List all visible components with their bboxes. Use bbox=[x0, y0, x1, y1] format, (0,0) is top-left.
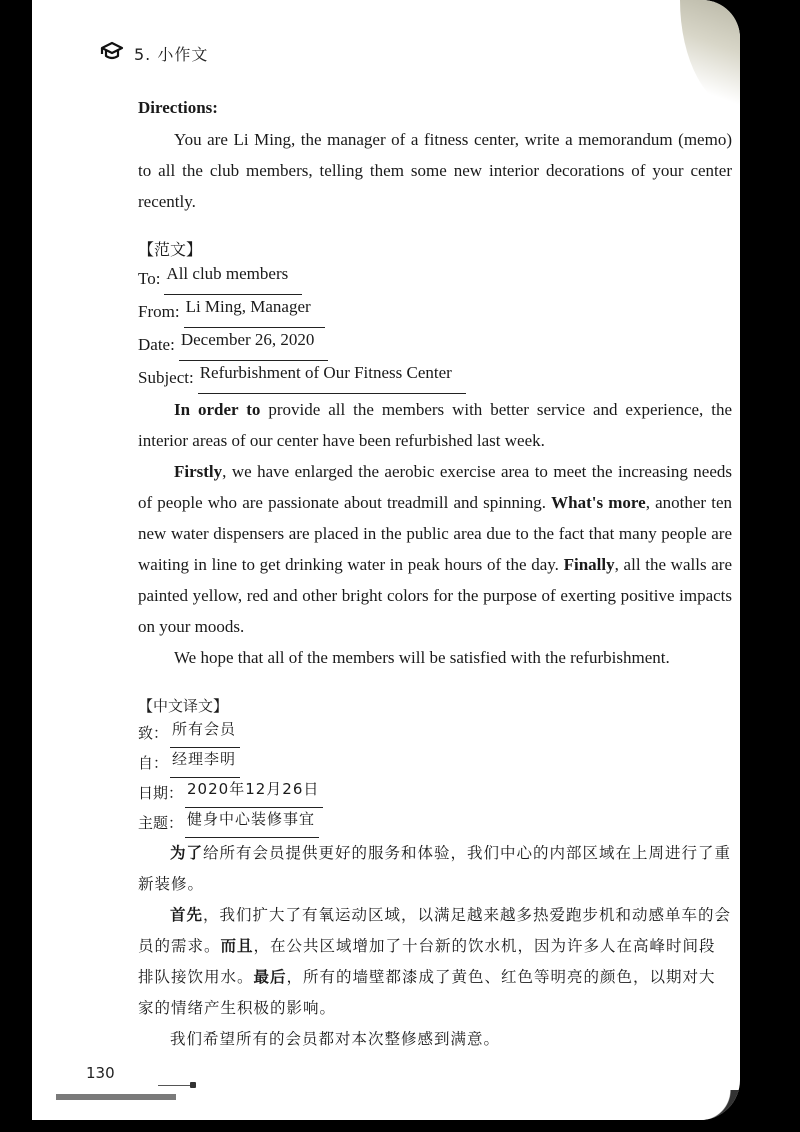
translation-paragraph-2 bbox=[138, 900, 732, 1024]
section-header bbox=[100, 40, 208, 67]
translation-to-label: 致： bbox=[138, 724, 169, 742]
memo-to-value: All club members bbox=[164, 262, 302, 295]
essay-p2-bold-1: Firstly bbox=[174, 462, 223, 481]
memo-subject-value: Refurbishment of Our Fitness Center bbox=[198, 361, 466, 394]
essay-paragraph-2 bbox=[138, 456, 732, 642]
essay-p1-text: provide all the members with better service and experience, the interior areas of our center have been refurbished last week. bbox=[138, 400, 732, 450]
section-title: 5. 小作文 bbox=[134, 45, 209, 64]
page-number: 130 bbox=[86, 1064, 115, 1082]
translation-subject-label: 主题： bbox=[138, 814, 184, 832]
page-content bbox=[138, 98, 732, 1055]
translation-date-value: 2020年12月26日 bbox=[185, 778, 323, 808]
translation-from-label: 自： bbox=[138, 754, 169, 772]
translation-p2-bold-1: 首先 bbox=[170, 906, 204, 924]
translation-from bbox=[138, 748, 732, 778]
translation-p2-bold-3: 最后 bbox=[253, 968, 287, 986]
memo-subject-label: Subject: bbox=[138, 368, 194, 387]
essay-p2-text-3: , all the walls are painted yellow, red and other bright colors for the purpose of exerting positive impacts on your moods. bbox=[138, 555, 732, 636]
translation-from-value: 经理李明 bbox=[170, 748, 240, 778]
footer-decorative-dot bbox=[190, 1082, 196, 1088]
essay-p1-bold: In order to bbox=[174, 400, 261, 419]
directions-label: Directions: bbox=[138, 98, 218, 117]
translation-to-value: 所有会员 bbox=[170, 718, 240, 748]
translation-subject-value: 健身中心装修事宜 bbox=[185, 808, 319, 838]
memo-from-label: From: bbox=[138, 302, 180, 321]
essay-p2-text-1: , we have enlarged the aerobic exercise area to meet the increasing needs of people who are passionate about treadmill and spinning. bbox=[138, 462, 732, 512]
memo-subject bbox=[138, 361, 732, 394]
memo-from bbox=[138, 295, 732, 328]
essay-p2-text-2: , another ten new water dispensers are placed in the public area due to the fact that many people are waiting in line to get drinking water in peak hours of the day. bbox=[138, 493, 733, 574]
translation-date-label: 日期： bbox=[138, 784, 184, 802]
translation-date bbox=[138, 778, 732, 808]
translation-p1-bold: 为了 bbox=[170, 844, 204, 862]
memo-date-label: Date: bbox=[138, 335, 175, 354]
essay-paragraph-1 bbox=[138, 394, 732, 456]
translation-tag: 【中文译文】 bbox=[138, 697, 229, 715]
memo-date-value: December 26, 2020 bbox=[179, 328, 329, 361]
translation-p1-text: 给所有会员提供更好的服务和体验，我们中心的内部区域在上周进行了重新装修。 bbox=[138, 844, 732, 893]
book-page bbox=[32, 0, 740, 1120]
translation-to bbox=[138, 718, 732, 748]
essay-paragraph-3: We hope that all of the members will be satisfied with the refurbishment. bbox=[174, 648, 670, 667]
memo-to-label: To: bbox=[138, 269, 161, 288]
essay-p2-bold-3: Finally bbox=[563, 555, 615, 574]
directions-text: You are Li Ming, the manager of a fitness center, write a memorandum (memo) to all the club members, telling them some new interior decorations of your center recently. bbox=[138, 130, 732, 211]
essay-p2-bold-2: What's more bbox=[551, 493, 646, 512]
graduation-cap-icon bbox=[100, 40, 124, 67]
model-essay-tag: 【范文】 bbox=[138, 242, 203, 259]
translation-subject bbox=[138, 808, 732, 838]
memo-from-value: Li Ming, Manager bbox=[184, 295, 325, 328]
translation-paragraph-1 bbox=[138, 838, 732, 900]
translation-paragraph-3: 我们希望所有的会员都对本次整修感到满意。 bbox=[170, 1030, 501, 1048]
footer-decorative-bar bbox=[56, 1094, 176, 1100]
memo-date bbox=[138, 328, 732, 361]
page-curl-bottom bbox=[700, 1090, 740, 1120]
translation-p2-text-2: ，在公共区域增加了十台新的饮水机，因为许多人在高峰时间段排队接饮用水。 bbox=[138, 937, 716, 986]
page-curl-top bbox=[680, 0, 740, 110]
translation-p2-bold-2: 而且 bbox=[220, 937, 254, 955]
footer-decorative-line bbox=[158, 1085, 192, 1086]
translation-p2-text-3: ，所有的墙壁都漆成了黄色、红色等明亮的颜色，以期对大家的情绪产生积极的影响。 bbox=[138, 968, 716, 1017]
translation-p2-text-1: ，我们扩大了有氧运动区域，以满足越来越多热爱跑步机和动感单车的会员的需求。 bbox=[138, 906, 732, 955]
memo-to bbox=[138, 262, 732, 295]
